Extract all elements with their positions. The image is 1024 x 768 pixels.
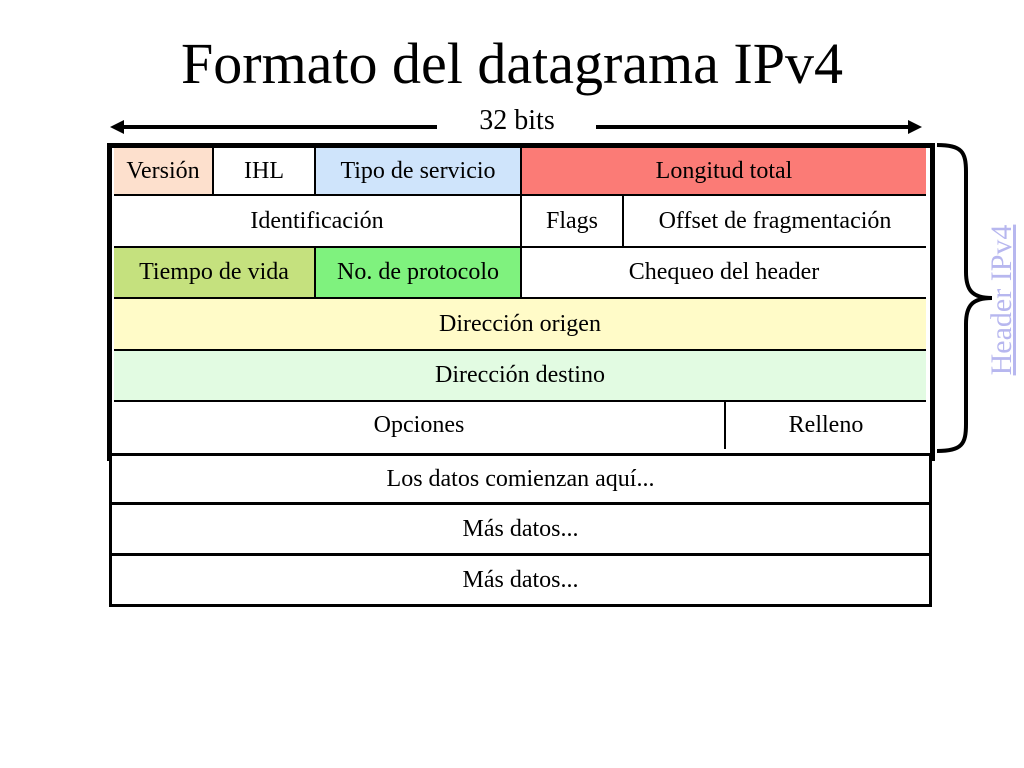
field-type-of-service — [316, 148, 522, 196]
data-row-label: Más datos... — [462, 515, 579, 542]
field-header-checksum — [522, 248, 926, 299]
field-padding — [726, 402, 926, 449]
field-destination-address-label: Dirección destino — [435, 362, 605, 388]
field-fragment-offset — [624, 196, 926, 248]
field-flags — [522, 196, 624, 248]
field-padding-label: Relleno — [788, 412, 864, 438]
field-options — [114, 402, 726, 449]
field-identification — [114, 196, 522, 248]
field-total-length — [522, 148, 926, 196]
data-row — [109, 553, 932, 607]
data-row — [109, 453, 932, 505]
data-row-label: Más datos... — [462, 566, 579, 593]
field-options-label: Opciones — [373, 412, 465, 438]
field-protocol — [316, 248, 522, 299]
field-time-to-live — [114, 248, 316, 299]
field-version — [114, 148, 214, 196]
field-flags-label: Flags — [545, 207, 598, 234]
field-destination-address — [114, 351, 926, 402]
slide-title: Formato del datagrama IPv4 — [181, 31, 843, 96]
data-row — [109, 502, 932, 556]
field-version-label: Versión — [126, 157, 200, 184]
field-total-length-label: Longitud total — [655, 157, 793, 184]
field-header-checksum-label: Chequeo del header — [628, 259, 820, 285]
bits-width-label: 32 bits — [479, 105, 555, 136]
field-fragment-offset-label: Offset de fragmentación — [658, 207, 892, 234]
field-time-to-live-label: Tiempo de vida — [139, 259, 289, 285]
header-brace-icon — [937, 145, 992, 451]
field-type-of-service-label: Tipo de servicio — [340, 157, 496, 184]
field-identification-label: Identificación — [250, 207, 384, 234]
field-ihl-label: IHL — [244, 157, 284, 184]
data-row-label: Los datos comienzan aquí... — [386, 465, 655, 492]
field-source-address — [114, 299, 926, 351]
field-ihl — [214, 148, 316, 196]
header-ipv4-label[interactable]: Header IPv4 — [985, 224, 1018, 376]
field-source-address-label: Dirección origen — [439, 310, 601, 337]
field-protocol-label: No. de protocolo — [337, 259, 499, 285]
